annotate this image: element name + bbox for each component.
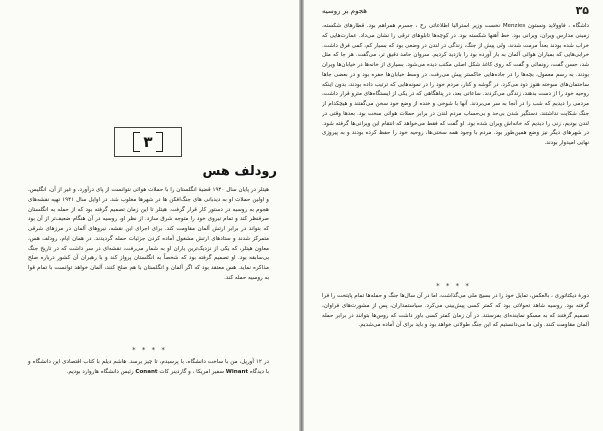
section-separator-right: * * * *	[436, 282, 471, 290]
paragraph-2-middle: سفیر امریکا ، و گاردینر کات	[159, 368, 224, 375]
latin-name-winant: Winant	[225, 368, 249, 375]
running-header	[322, 6, 589, 20]
section-separator: * * * *	[132, 346, 167, 354]
right-page	[304, 0, 603, 431]
chapter-title: رودلف هس	[202, 164, 277, 179]
page-number: ۳۵	[575, 4, 589, 17]
bracket-right-icon	[156, 132, 163, 152]
left-body-paragraph-1: هیتلر در پایان سال ۱۹۴۰ قضیهٔ انگلستان را با حملات هوائی نتوانست از پای درآورد، و غیر از آن، انگلیس، و اولین حملات او به دیدبانی های جنگ‌افکن ها در شهرها مغلوب شد. در اوایل سال ۱۹۴۱ تهیه نقشه‌های هجوم به روسیه در دستور کار قرار گرفت. هیتلر تا این زمان تصمیم گرفته بود که از حمله به انگلستان صرفنظر کند و تمام نیروی خود را متوجه شرق سازد. از نظر او، روسیه در آن هنگام ضعیف‌تر از آن بود که بتواند در برابر ارتش آلمان مقاومت کند. برای اجرای این نقشه، نیروهای آلمان در مرزهای شرقی متمرکز شدند و ستادهای ارتش مشغول آماده کردن جزئیات حمله گردیدند. در همان ایام، رودلف هس، معاون هیتلر، که یکی از نزدیک‌ترین یاران او به شمار می‌رفت، نقشه‌ای در سر داشت که در تاریخ جنگ بی‌سابقه بود. او تصمیم گرفته بود که شخصاً به انگلستان پرواز کند و با رهبران آن کشور درباره صلح مذاکره نماید. هس معتقد بود که اگر آلمان و انگلستان با هم صلح کنند، آلمان خواهد توانست با تمام قوا به روسیه حمله کند.	[28, 187, 270, 281]
paragraph-2-prefix: در ۱۲ آوریل، من با ساخت دانشگاه، با پرسیدم، تا چیز برسد. هاشم دیلم با کتاب اقتصادی این دانشگاه و با دیدگاه	[28, 359, 269, 375]
latin-name-conant: Conant	[135, 368, 158, 375]
right-body-paragraph-1: داشگاه ، فاوولاید ونستون Menzies نخست وزیر استرالیا اطلاعاتی رخ ، جسرم همراهم بود. قطارهای شکسته، زمینی مدارس ویران، ویرانی بود. خط آهنها شکسته بود. در کوچه‌ها تابلوهای ترقی را نشان می‌داد. عمارت‌هایی که خراب شده بودند بعداً مرمت شدند. ولی پیش از جنگ، زندگی در لندن در وضعی بود که بسیار کم، کمی فرق داشت. خرابی‌هایی که بمباران هوائی آلمان به بار آورده بود را بازدید کردیم. سروان حامد دقیق تر، می‌گفت. هر جا که مثل شد، حسن گفت، رونمائی و گفت که روی کاغذ شکل اصلی مکتب دیده می‌شود. بسیاری از خانه‌ها در خیابان‌ها ویران بودند. به رسم معمول، بچه‌ها را در جاده‌هایی خاکستر پیش می‌رفت. در وسط خیابان‌ها حفره بود و در بعضی جاها ساختمان‌های سوخته هنوز دود می‌کرد. در گوشه و کنار، مردم خود را در نمونه‌هایی که ترتیب داده بودند، بدون اینکه روحیه خود را از دست بدهند، زندگی می‌کردند. ساعاتی بعد، در پناهگاهی که در یکی از ایستگاه‌های مترو قرار داشت، مردمی را دیدیم که شب را در آنجا به سر می‌بردند. آنها با شوخی و خنده از وضع خود سخن می‌گفتند و هیچکدام از جنگ شکایت نداشتند. دستگیر شدن بی‌حد و بی‌حساب مردم لندن در برابر حملات هوائی سخت بود. بعدها وقتی در لندن بودیم، زنی را دیدیم که خانه‌اش ویران شده بود. او گفت که فقط می‌خواهد که انتقام این ویرانی‌ها گرفته شود. در شهرهای دیگر نیز وضع همین‌طور بود. مردم با وجود همه سختی‌ها، روحیه خود را حفظ کرده بودند و به پیروزی نهایی امیدوار بودند.	[322, 23, 589, 146]
paragraph-2-suffix: رئیس دانشگاه هاروارد بودیم.	[66, 368, 134, 375]
left-body-paragraph-2	[28, 358, 269, 378]
running-title: هجوم بر روسیه	[322, 7, 367, 15]
right-body-paragraph-2: دورهٔ دیکتاتوری ، بالعکس، تمایل خود را در بسیج ملی می‌گذاشت، اما در آن سال‌ها جنگ و حمله‌ها تمام پایتخت را فرا گرفته بود. روسیه شاهد تحولاتی بود که کمتر کسی پیش‌بینی می‌کرد. سیاستمداران، پس از مشورت‌های فراوان، تصمیم گرفتند که به مسکو نماینده‌ای بفرستند. در آن زمان کمتر کسی باور داشت که روس‌ها بتوانند در برابر حمله آلمان مقاومت کنند. ولی ما می‌دانستیم که این جنگ طولانی خواهد بود و باید برای آن آماده می‌شدیم.	[322, 293, 589, 329]
left-page	[0, 0, 299, 431]
chapter-number: ۳	[143, 133, 153, 151]
chapter-number-box	[114, 127, 182, 157]
